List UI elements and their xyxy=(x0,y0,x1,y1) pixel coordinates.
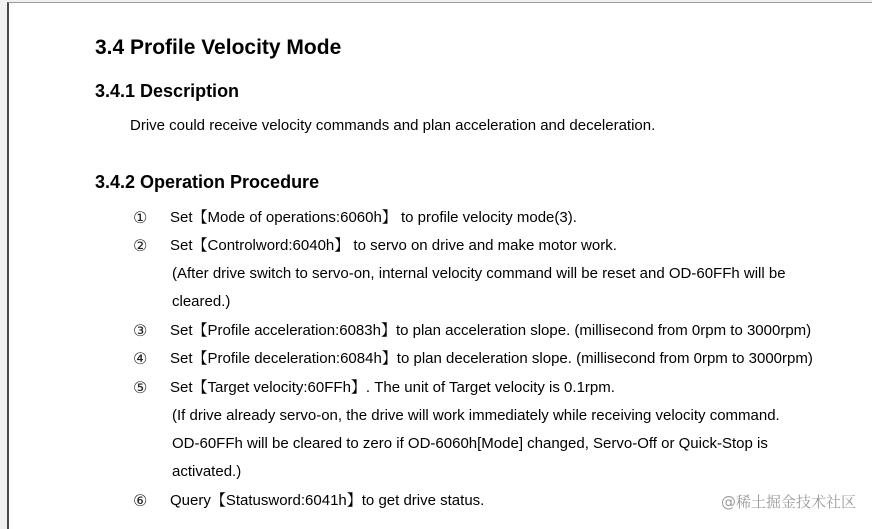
step-4-line-1: Set【Profile deceleration:6084h】to plan deceleration slope. (millisecond from 0rpm to 3000rpm) xyxy=(170,350,813,367)
step-4-marker: ④ xyxy=(133,349,148,368)
document-page xyxy=(7,2,872,529)
step-3-line-1: Set【Profile acceleration:6083h】to plan acceleration slope. (millisecond from 0rpm to 3000rpm) xyxy=(170,322,812,339)
step-6-marker: ⑥ xyxy=(133,491,148,510)
step-5-marker: ⑤ xyxy=(133,378,148,397)
step-6-line-1: Query【Statusword:6041h】to get drive status. xyxy=(170,492,485,509)
procedure-heading: 3.4.2 Operation Procedure xyxy=(95,172,320,192)
step-3-marker: ③ xyxy=(133,321,148,340)
step-2-line-1: Set【Controlword:6040h】 to servo on drive and make motor work. xyxy=(170,237,617,254)
step-2-line-3: cleared.) xyxy=(172,293,231,310)
step-1-marker: ① xyxy=(133,208,148,227)
section-title: 3.4 Profile Velocity Mode xyxy=(95,36,342,59)
step-2-marker: ② xyxy=(133,236,148,255)
step-5-line-1: Set【Target velocity:60FFh】. The unit of Target velocity is 0.1rpm. xyxy=(170,379,615,396)
step-5-line-3: OD-60FFh will be cleared to zero if OD-6060h[Mode] changed, Servo-Off or Quick-Stop is xyxy=(172,435,768,452)
step-5-line-4: activated.) xyxy=(172,463,242,480)
procedure-steps xyxy=(9,3,872,529)
description-text: Drive could receive velocity commands and plan acceleration and deceleration. xyxy=(130,117,656,134)
step-5-line-2: (If drive already servo-on, the drive will work immediately while receiving velocity command. xyxy=(172,407,780,424)
watermark-text: @稀土掘金技术社区 xyxy=(720,493,856,511)
description-heading: 3.4.1 Description xyxy=(95,81,240,101)
step-1-line-1: Set【Mode of operations:6060h】 to profile velocity mode(3). xyxy=(170,209,577,226)
step-2-line-2: (After drive switch to servo-on, internal velocity command will be reset and OD-60FFh will be xyxy=(172,265,786,282)
